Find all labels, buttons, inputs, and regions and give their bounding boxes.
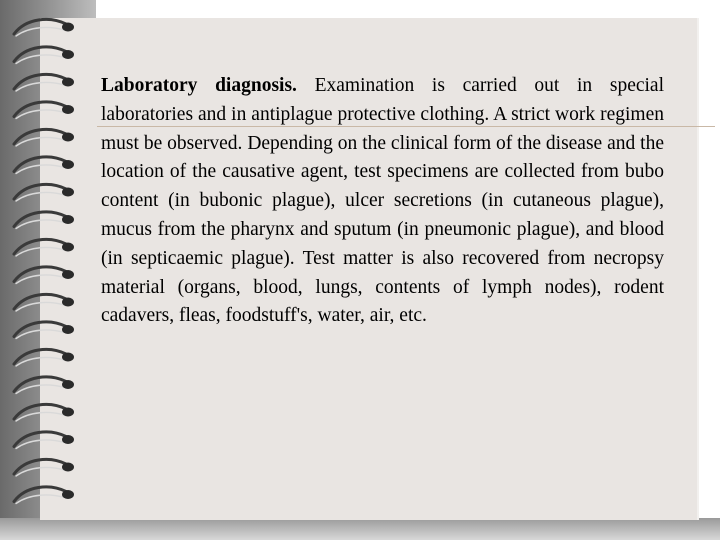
spiral-ring-icon (14, 322, 74, 339)
spiral-ring-icon (14, 157, 74, 174)
spiral-ring-icon (14, 459, 74, 476)
spiral-ring-icon (14, 47, 74, 64)
spiral-ring-icon (14, 19, 74, 36)
spiral-ring-icon (14, 74, 74, 91)
spiral-ring-icon (14, 404, 74, 421)
spiral-ring-icon (14, 294, 74, 311)
spiral-ring-icon (14, 184, 74, 201)
spiral-ring-icon (14, 377, 74, 394)
spiral-ring-icon (14, 102, 74, 119)
spiral-binding-icon (0, 10, 90, 520)
slide-body: Examination is carried out in special laboratories and in antiplague protective clothing. A strict work regimen must be observed. Depending on the clinical form of the disease and the location of the causative agent, test specimens are collected from bubo content (in bubonic plague), ulcer secretions (in cutaneous plague), mucus from the pharynx and sputum (in pneumonic plague), and blood (in septicaemic plague). Test matter is also recovered from necropsy material (organs, blood, lungs, contents of lymph nodes), rodent cadavers, fleas, foodstuff's, water, air, etc. (101, 75, 665, 327)
spiral-ring-icon (14, 267, 74, 284)
bottom-shadow (0, 518, 720, 540)
spiral-ring-icon (14, 129, 74, 146)
slide-heading: Laboratory diagnosis. (101, 75, 297, 96)
slide-text (101, 72, 664, 331)
spiral-ring-icon (14, 349, 74, 366)
spiral-ring-icon (14, 432, 74, 449)
spiral-ring-icon (14, 212, 74, 229)
spiral-ring-icon (14, 239, 74, 256)
spiral-ring-icon (14, 487, 74, 504)
